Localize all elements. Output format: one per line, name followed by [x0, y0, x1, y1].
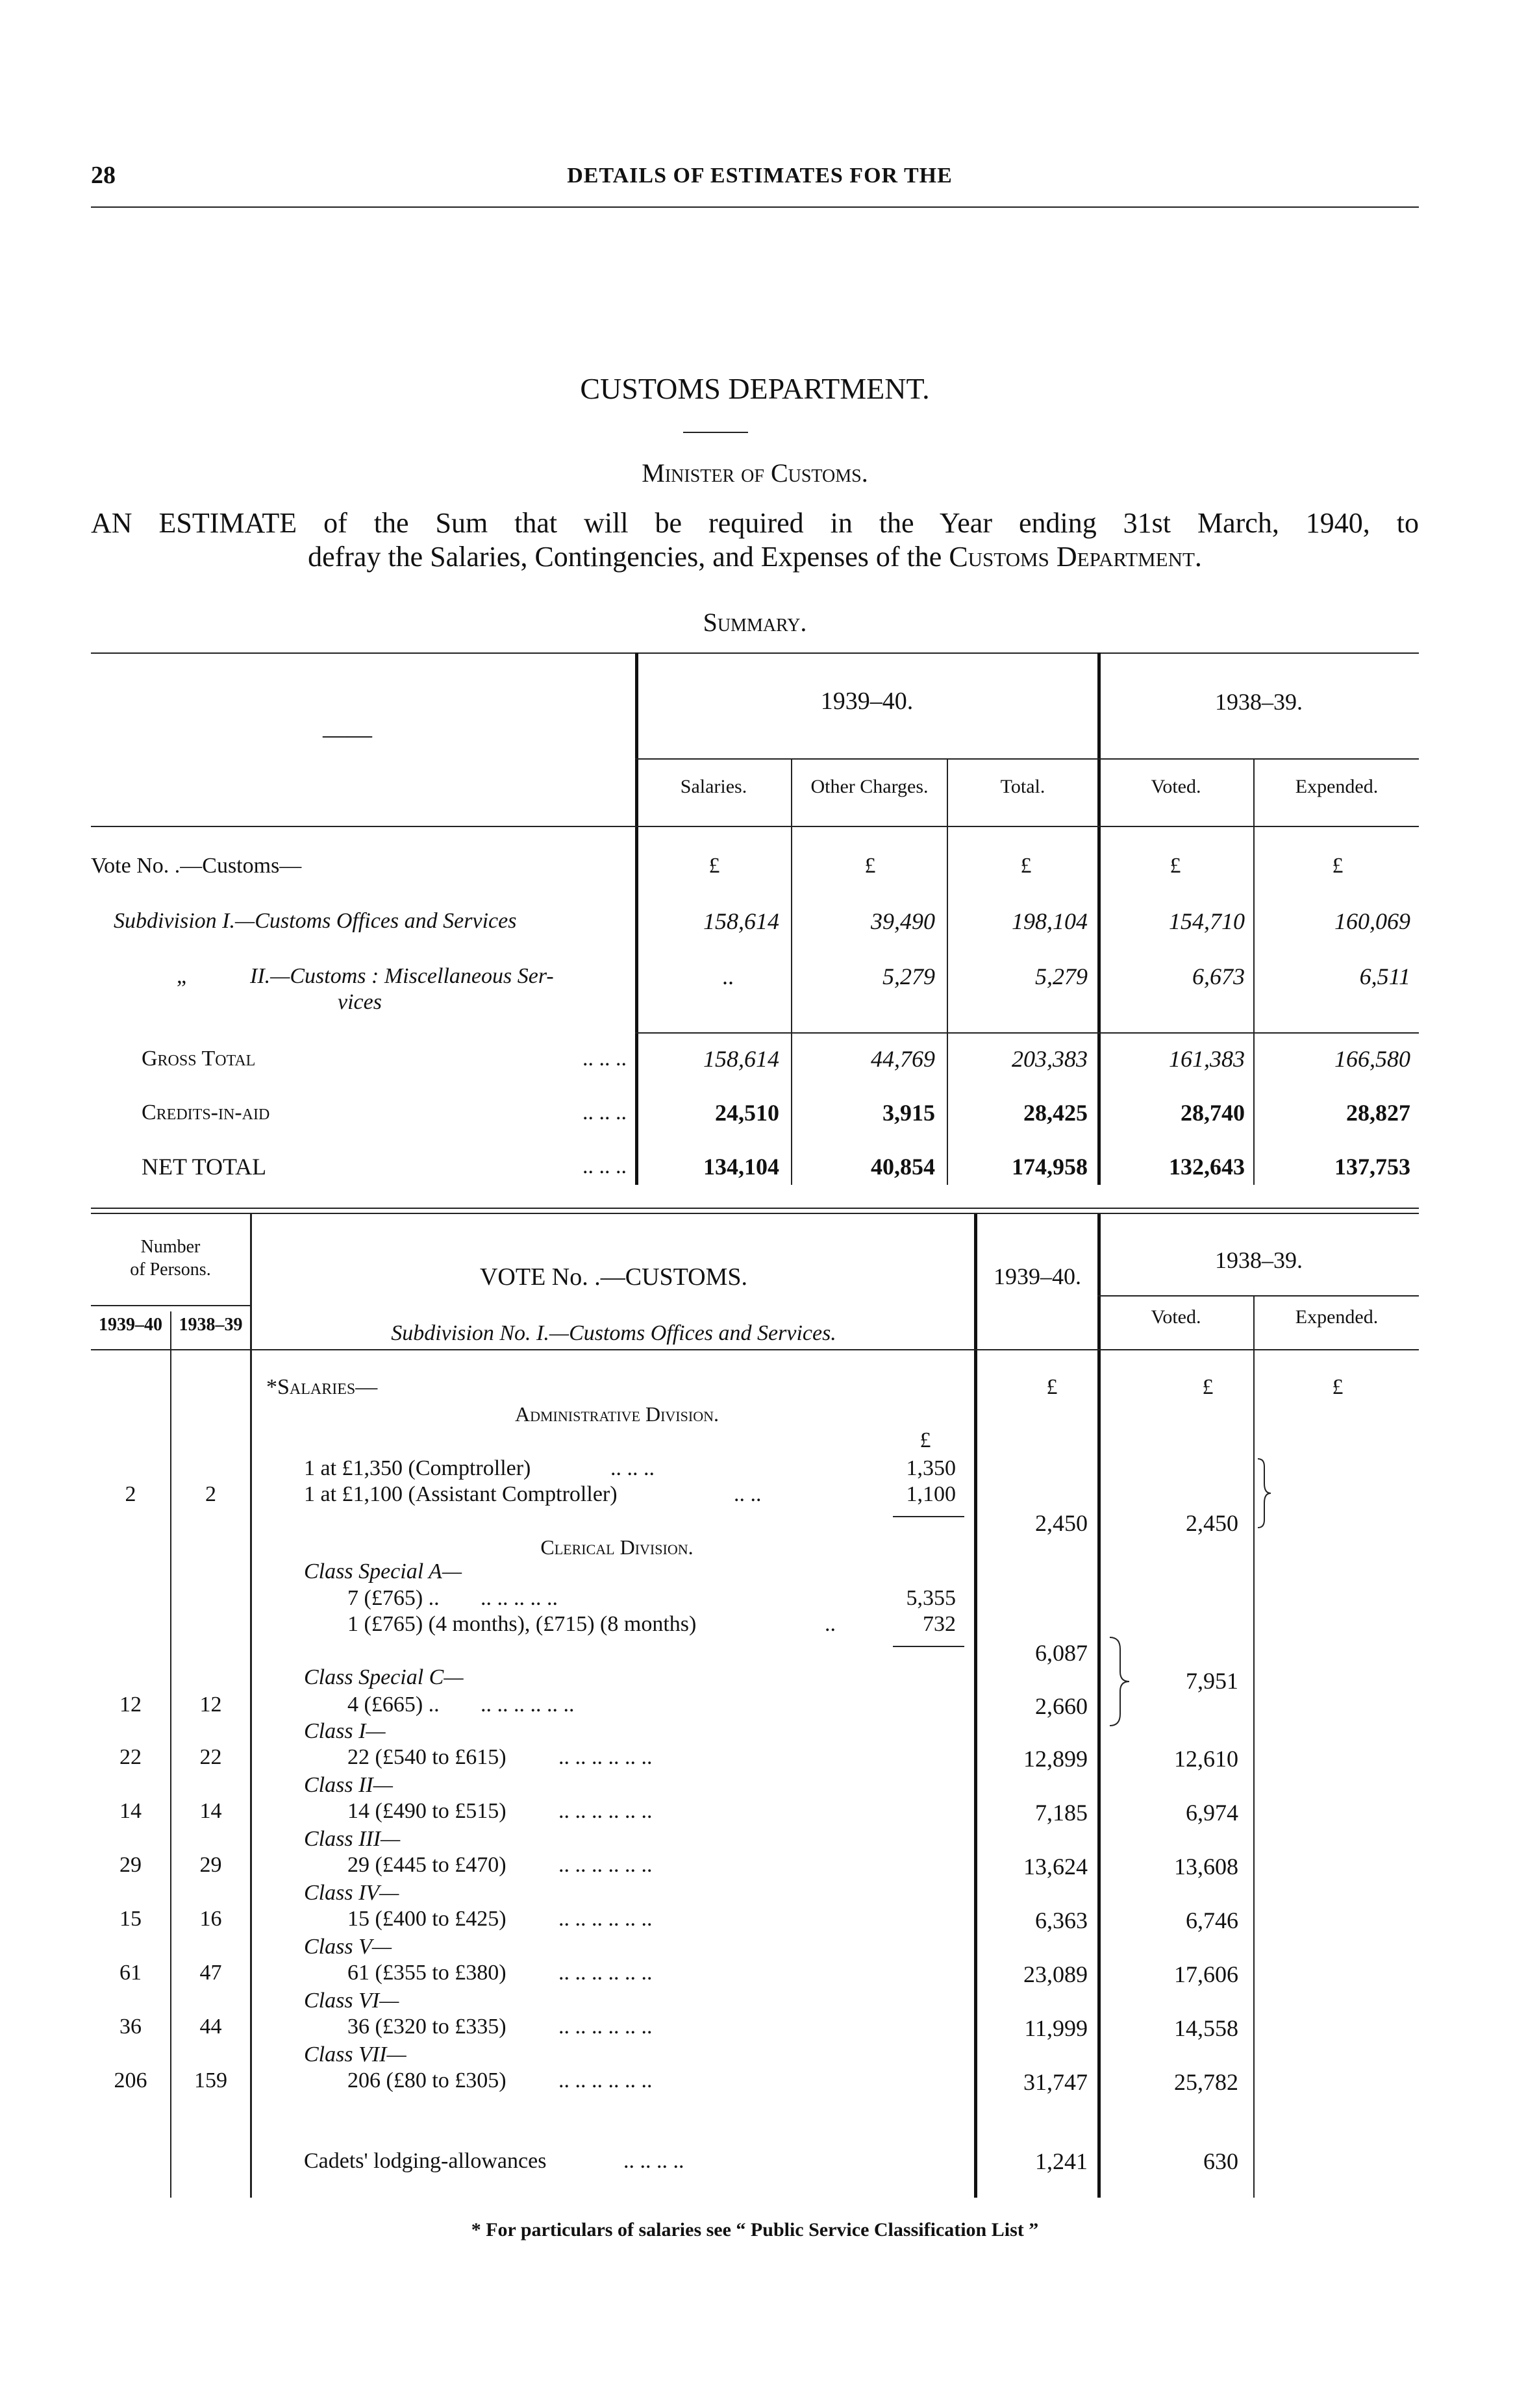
- class-persons-previous: 47: [199, 1961, 222, 1985]
- special-c-item: 4 (£665) ..: [347, 1693, 440, 1717]
- summary-header-bottom-rule: [91, 826, 1419, 827]
- special-a-item-1-dots: .. .. .. .. ..: [481, 1586, 558, 1610]
- currency: £: [1170, 854, 1181, 878]
- class-voted: 17,606: [1174, 1961, 1238, 1987]
- summary-row-2-other: 5,279: [882, 963, 935, 989]
- page-number: 28: [91, 162, 116, 189]
- class-persons-current: 61: [119, 1961, 142, 1985]
- detail-number-of-persons-2: of Persons.: [130, 1260, 211, 1280]
- summary-row-2-expended: 6,511: [1359, 963, 1410, 989]
- admin-item-2-dots: .. ..: [734, 1482, 762, 1506]
- class-list: [91, 1719, 1238, 2096]
- special-a-subtotal-rule: [893, 1646, 964, 1647]
- intro-line-2b: Customs Department.: [949, 541, 1202, 573]
- admin-persons-previous: 2: [205, 1482, 216, 1506]
- net-total-voted: 132,643: [1169, 1154, 1245, 1180]
- detail-persons-rule: [91, 1305, 251, 1306]
- class-persons-previous: 159: [194, 2068, 227, 2092]
- currency: £: [1020, 854, 1032, 878]
- summary-row-2-label-cont: vices: [338, 990, 382, 1014]
- class-item: 36 (£320 to £335): [347, 2015, 507, 2039]
- salaries-heading: *Salaries—: [266, 1375, 378, 1399]
- class-label: Class II—: [304, 1773, 393, 1797]
- class-row: [91, 1935, 1238, 1989]
- currency: £: [1332, 854, 1344, 878]
- admin-total-voted: 2,450: [1186, 1510, 1238, 1536]
- currency: £: [864, 854, 876, 878]
- summary-row-1-total: 198,104: [1012, 908, 1088, 934]
- class-dots: .. .. .. .. .. ..: [558, 1961, 653, 1985]
- summary-title: Summary.: [703, 608, 807, 637]
- gross-total-dots: .. .. ..: [582, 1047, 627, 1071]
- special-a-total: 6,087: [1035, 1640, 1088, 1666]
- special-c-persons-current: 12: [119, 1693, 142, 1717]
- credits-in-aid-other: 3,915: [882, 1100, 935, 1126]
- credits-in-aid-total: 28,425: [1023, 1100, 1088, 1126]
- gross-total-salaries: 158,614: [703, 1046, 779, 1072]
- clerical-division-heading: Clerical Division.: [540, 1535, 694, 1559]
- summary-col-other-charges: Other Charges.: [810, 776, 929, 797]
- footnote: * For particulars of salaries see “ Public Service Classification List ”: [471, 2219, 1039, 2240]
- class-dots: .. .. .. .. .. ..: [558, 2068, 653, 2092]
- special-c-amount: 2,660: [1035, 1693, 1088, 1719]
- class-item: 29 (£445 to £470): [347, 1853, 507, 1877]
- class-label: Class III—: [304, 1827, 401, 1851]
- special-a-item-2: 1 (£765) (4 months), (£715) (8 months): [347, 1612, 697, 1636]
- class-row: [91, 1989, 1238, 2042]
- class-persons-previous: 22: [199, 1745, 222, 1769]
- class-persons-current: 36: [119, 2015, 142, 2039]
- admin-item-1-dots: .. .. ..: [610, 1456, 655, 1480]
- admin-brace-icon: [1257, 1458, 1276, 1529]
- summary-col-voted: Voted.: [1151, 776, 1201, 797]
- net-total-expended: 137,753: [1334, 1154, 1410, 1180]
- class-row: [91, 1773, 1238, 1827]
- cadets-dots: .. .. .. ..: [623, 2149, 684, 2173]
- currency: £: [1046, 1375, 1058, 1399]
- detail-year-current: 1939–40.: [994, 1263, 1081, 1289]
- class-row: [91, 1719, 1238, 1773]
- class-voted: 13,608: [1174, 1854, 1238, 1880]
- class-item: 61 (£355 to £380): [347, 1961, 507, 1985]
- net-total-other: 40,854: [871, 1154, 935, 1180]
- title-rule: [683, 432, 748, 433]
- summary-row-2-voted: 6,673: [1192, 963, 1245, 989]
- class-persons-current: 15: [119, 1907, 142, 1931]
- gross-total-label: Gross Total: [142, 1047, 256, 1071]
- class-persons-current: 22: [119, 1745, 142, 1769]
- class-amount: 11,999: [1024, 2015, 1088, 2041]
- gross-total-other: 44,769: [871, 1046, 935, 1072]
- detail-number-of-persons: Number: [140, 1237, 201, 1257]
- class-persons-current: 14: [119, 1799, 142, 1823]
- detail-divider-previous: [1097, 1214, 1101, 2198]
- class-row: [91, 1881, 1238, 1935]
- class-item: 15 (£400 to £425): [347, 1907, 507, 1931]
- credits-in-aid-voted: 28,740: [1181, 1100, 1245, 1126]
- summary-row-2-salaries: ..: [722, 963, 734, 989]
- class-label: Class VI—: [304, 1989, 399, 2013]
- credits-in-aid-label: Credits-in-aid: [142, 1100, 270, 1124]
- header-rule: [91, 206, 1419, 208]
- class-item: 14 (£490 to £515): [347, 1799, 507, 1823]
- class-amount: 7,185: [1035, 1800, 1088, 1826]
- admin-item-2: 1 at £1,100 (Assistant Comptroller): [304, 1482, 618, 1506]
- detail-col-expended: Expended.: [1295, 1306, 1379, 1328]
- special-a-item-2-amount: 732: [923, 1612, 956, 1636]
- minister-title: Minister of Customs.: [642, 458, 868, 488]
- detail-vote-title: VOTE No. .—CUSTOMS.: [479, 1263, 748, 1291]
- admin-persons-current: 2: [125, 1482, 136, 1506]
- summary-col-total: Total.: [1000, 776, 1045, 797]
- detail-col-line-expended: [1253, 1295, 1255, 2198]
- class-dots: .. .. .. .. .. ..: [558, 1853, 653, 1877]
- currency: £: [1332, 1375, 1344, 1399]
- detail-col-voted: Voted.: [1151, 1306, 1201, 1328]
- class-row: [91, 1827, 1238, 1881]
- cadets-label: Cadets' lodging-allowances: [304, 2149, 547, 2173]
- special-c-persons-previous: 12: [199, 1693, 222, 1717]
- class-item: 206 (£80 to £305): [347, 2068, 507, 2092]
- intro-line-2: [91, 540, 1419, 573]
- admin-total-current: 2,450: [1035, 1510, 1088, 1536]
- net-total-total: 174,958: [1012, 1154, 1088, 1180]
- gross-total-voted: 161,383: [1169, 1046, 1245, 1072]
- credits-in-aid-salaries: 24,510: [715, 1100, 779, 1126]
- admin-division-heading: Administrative Division.: [515, 1402, 719, 1426]
- summary-bottom-rule-1: [91, 1208, 1419, 1209]
- class-persons-previous: 29: [199, 1853, 222, 1877]
- detail-prev-rule: [1097, 1295, 1419, 1297]
- class-label: Class V—: [304, 1935, 392, 1959]
- class-voted: 12,610: [1174, 1746, 1238, 1772]
- class-amount: 31,747: [1023, 2069, 1088, 2095]
- summary-year-previous: 1938–39.: [1215, 689, 1303, 715]
- currency: £: [1202, 1375, 1214, 1399]
- special-c-dots: .. .. .. .. .. ..: [481, 1693, 575, 1717]
- summary-subtotal-rule: [635, 1032, 1419, 1034]
- credits-in-aid-expended: 28,827: [1346, 1100, 1410, 1126]
- class-voted: 14,558: [1174, 2015, 1238, 2041]
- intro-line-2a: defray the Salaries, Contingencies, and Expenses of the: [308, 541, 949, 573]
- summary-row-1-expended: 160,069: [1334, 908, 1410, 934]
- summary-subheader-rule: [635, 758, 1419, 760]
- class-dots: .. .. .. .. .. ..: [558, 1799, 653, 1823]
- summary-row-1-voted: 154,710: [1169, 908, 1245, 934]
- running-title: DETAILS OF ESTIMATES FOR THE: [567, 164, 953, 188]
- currency: £: [708, 854, 720, 878]
- class-voted: 25,782: [1174, 2069, 1238, 2095]
- currency: £: [919, 1428, 931, 1452]
- summary-row-1-other: 39,490: [871, 908, 935, 934]
- class-amount: 23,089: [1023, 1961, 1088, 1987]
- summary-vote-line: Vote No. .—Customs—: [91, 854, 302, 878]
- special-voted-combined: 7,951: [1186, 1668, 1238, 1694]
- class-voted: 6,746: [1186, 1907, 1238, 1933]
- summary-row-2-label: II.—Customs : Miscellaneous Ser-: [250, 964, 554, 988]
- special-a-item-2-dots: ..: [825, 1612, 836, 1636]
- class-amount: 13,624: [1023, 1854, 1088, 1880]
- department-title: CUSTOMS DEPARTMENT.: [580, 372, 930, 405]
- admin-subtotal-rule: [893, 1516, 964, 1517]
- special-a-item-1: 7 (£765) ..: [347, 1586, 440, 1610]
- summary-dash: ——: [323, 721, 372, 749]
- class-dots: .. .. .. .. .. ..: [558, 2015, 653, 2039]
- summary-row-1-salaries: 158,614: [703, 908, 779, 934]
- class-label: Class I—: [304, 1719, 386, 1743]
- summary-top-rule: [91, 652, 1419, 654]
- summary-row-1-label: Subdivision I.—Customs Offices and Services: [114, 909, 517, 933]
- class-label: Class IV—: [304, 1881, 399, 1905]
- class-persons-previous: 16: [199, 1907, 222, 1931]
- cadets-amount: 1,241: [1035, 2148, 1088, 2174]
- class-label: Class VII—: [304, 2042, 407, 2067]
- detail-subdivision: Subdivision No. I.—Customs Offices and Services.: [391, 1321, 836, 1345]
- summary-row-2-ditto: „: [177, 964, 187, 988]
- detail-year-previous: 1938–39.: [1215, 1247, 1303, 1273]
- summary-bottom-rule-2: [91, 1213, 1419, 1214]
- class-dots: .. .. .. .. .. ..: [558, 1745, 653, 1769]
- class-persons-current: 206: [114, 2068, 147, 2092]
- net-total-salaries: 134,104: [703, 1154, 779, 1180]
- detail-col-1938-39: 1938–39: [179, 1315, 243, 1335]
- admin-item-2-amount: 1,100: [906, 1482, 956, 1506]
- class-item: 22 (£540 to £615): [347, 1745, 507, 1769]
- admin-item-1-amount: 1,350: [906, 1456, 956, 1480]
- class-row: [91, 2042, 1238, 2096]
- special-a-label: Class Special A—: [304, 1559, 462, 1583]
- class-persons-previous: 14: [199, 1799, 222, 1823]
- special-a-item-1-amount: 5,355: [906, 1586, 956, 1610]
- class-persons-current: 29: [119, 1853, 142, 1877]
- class-dots: .. .. .. .. .. ..: [558, 1907, 653, 1931]
- gross-total-total: 203,383: [1012, 1046, 1088, 1072]
- detail-col-1939-40: 1939–40: [99, 1315, 162, 1335]
- summary-col-expended: Expended.: [1295, 776, 1379, 797]
- credits-in-aid-dots: .. .. ..: [582, 1100, 627, 1124]
- summary-row-2-total: 5,279: [1035, 963, 1088, 989]
- class-amount: 6,363: [1035, 1907, 1088, 1933]
- class-voted: 6,974: [1186, 1800, 1238, 1826]
- special-c-label: Class Special C—: [304, 1665, 464, 1689]
- cadets-voted: 630: [1203, 2148, 1238, 2174]
- net-total-label: NET TOTAL: [142, 1154, 267, 1180]
- class-amount: 12,899: [1023, 1746, 1088, 1772]
- admin-item-1: 1 at £1,350 (Comptroller): [304, 1456, 531, 1480]
- gross-total-expended: 166,580: [1334, 1046, 1410, 1072]
- detail-header-bottom-rule: [91, 1349, 1419, 1350]
- net-total-dots: .. .. ..: [582, 1154, 627, 1178]
- class-persons-previous: 44: [199, 2015, 222, 2039]
- intro-line-1: AN ESTIMATE of the Sum that will be required in the Year ending 31st March, 1940, to: [91, 507, 1419, 539]
- summary-year-current: 1939–40.: [820, 688, 914, 715]
- summary-col-salaries: Salaries.: [680, 776, 747, 797]
